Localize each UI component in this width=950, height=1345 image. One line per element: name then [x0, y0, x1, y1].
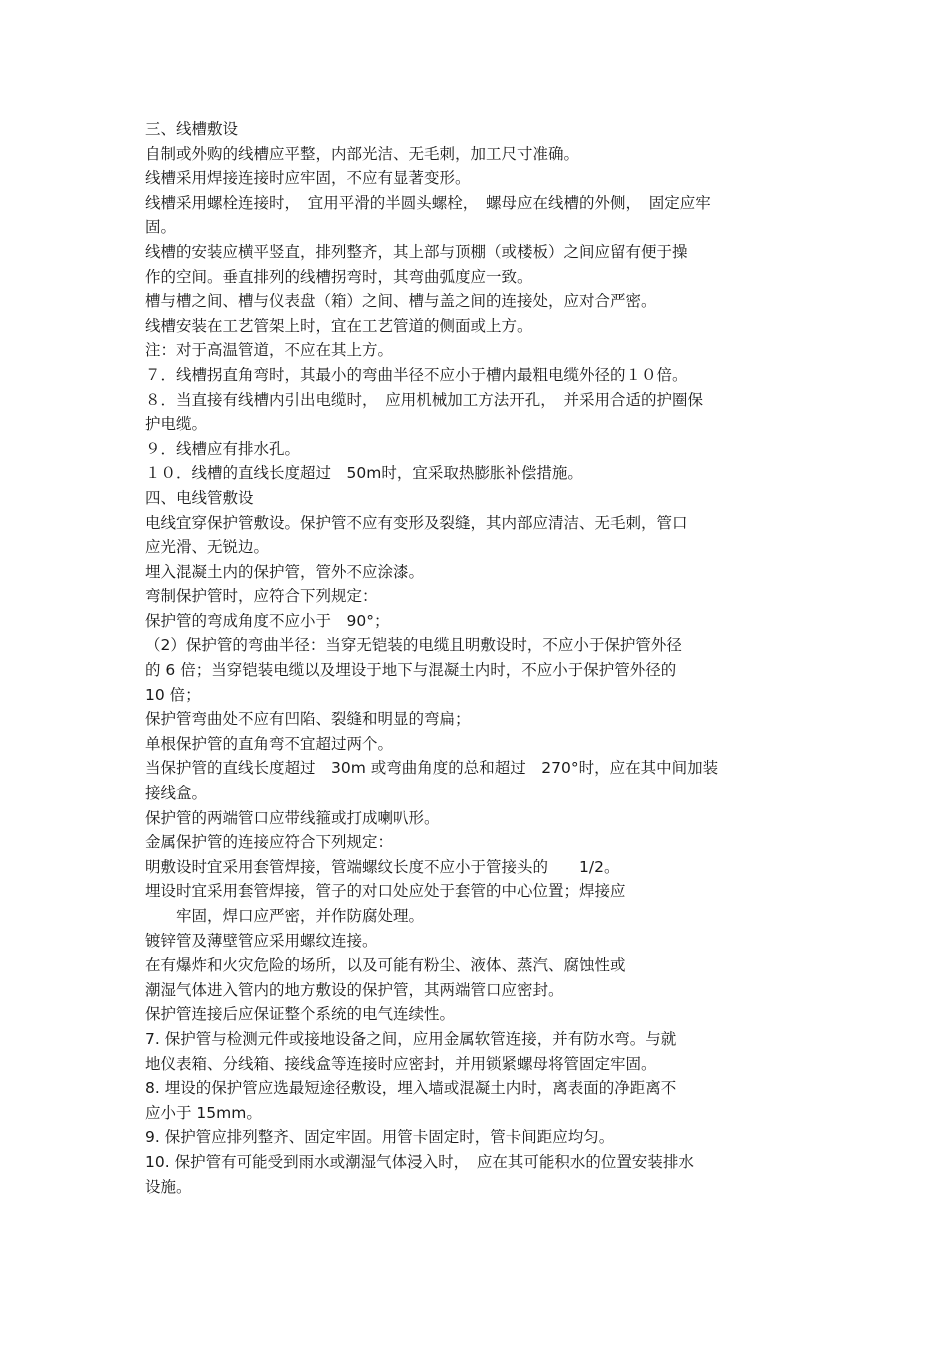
- text-line: 金属保护管的连接应符合下列规定：: [145, 833, 394, 852]
- text-line: 埋入混凝土内的保护管，管外不应涂漆。: [145, 562, 425, 581]
- text-line: 自制或外购的线槽应平整，内部光洁、无毛刺，加工尺寸准确。: [145, 144, 580, 163]
- text-line: 地仪表箱、分线箱、接线盒等连接时应密封，并用锁紧螺母将管固定牢固。: [145, 1054, 657, 1073]
- text-line: 线槽安装在工艺管架上时，宜在工艺管道的侧面或上方。: [145, 316, 533, 335]
- text-line: ７．线槽拐直角弯时，其最小的弯曲半径不应小于槽内最粗电缆外径的１０倍。: [145, 365, 688, 384]
- text-line: 固。: [145, 218, 177, 237]
- document-body: [145, 117, 810, 1199]
- text-line: 电线宜穿保护管敷设。保护管不应有变形及裂缝，其内部应清洁、无毛刺，管口: [145, 513, 688, 532]
- text-line: 当保护管的直线长度超过 30m 或弯曲角度的总和超过 270°时，应在其中间加装: [145, 759, 719, 778]
- text-line: 槽与槽之间、槽与仪表盘（箱）之间、槽与盖之间的连接处，应对合严密。: [145, 292, 657, 311]
- text-line: 保护管的两端管口应带线箍或打成喇叭形。: [145, 808, 440, 827]
- text-line: 牢固，焊口应严密，并作防腐处理。: [145, 907, 425, 925]
- text-line: 作的空间。垂直排列的线槽拐弯时，其弯曲弧度应一致。: [145, 267, 533, 286]
- text-line: 明敷设时宜采用套管焊接，管端螺纹长度不应小于管接头的 1/2。: [145, 857, 620, 876]
- text-line: 保护管的弯成角度不应小于 90°；: [145, 611, 390, 630]
- text-line: 保护管连接后应保证整个系统的电气连续性。: [145, 1005, 456, 1024]
- text-line: 埋设时宜采用套管焊接，管子的对口处应处于套管的中心位置；焊接应: [145, 882, 626, 901]
- text-line: 四、电线管敷设: [145, 488, 254, 507]
- text-line: 在有爆炸和火灾危险的场所，以及可能有粉尘、液体、蒸汽、腐蚀性或: [145, 956, 626, 975]
- text-line: 8. 埋设的保护管应选最短途径敷设，埋入墙或混凝土内时，离表面的净距离不: [145, 1079, 677, 1098]
- text-line: （2）保护管的弯曲半径：当穿无铠装的电缆且明敷设时，不应小于保护管外径: [145, 636, 682, 655]
- text-line: 设施。: [145, 1177, 192, 1196]
- text-line: 7. 保护管与检测元件或接地设备之间，应用金属软管连接，并有防水弯。与就: [145, 1029, 677, 1048]
- text-line: 三、线槽敷设: [145, 120, 239, 138]
- text-line: 的 6 倍；当穿铠装电缆以及埋设于地下与混凝土内时，不应小于保护管外径的: [145, 661, 677, 680]
- text-line: 应光滑、无锐边。: [145, 538, 270, 557]
- text-line: 注：对于高温管道，不应在其上方。: [145, 341, 394, 360]
- text-line: 护电缆。: [145, 415, 208, 434]
- text-line: 单根保护管的直角弯不宜超过两个。: [145, 734, 394, 753]
- text-line: １０．线槽的直线长度超过 50m时，宜采取热膨胀补偿措施。: [145, 464, 583, 483]
- text-line: 10 倍；: [145, 685, 201, 704]
- text-line: 应小于 15mm。: [145, 1103, 262, 1122]
- text-line: ９．线槽应有排水孔。: [145, 439, 301, 458]
- text-line: 线槽的安装应横平竖直，排列整齐，其上部与顶棚（或楼板）之间应留有便于操: [145, 242, 688, 261]
- text-line: 9. 保护管应排列整齐、固定牢固。用管卡固定时，管卡间距应均匀。: [145, 1128, 615, 1147]
- text-line: 线槽采用焊接连接时应牢固，不应有显著变形。: [145, 169, 471, 188]
- text-line: 保护管弯曲处不应有凹陷、裂缝和明显的弯扁；: [145, 710, 471, 729]
- text-line: 弯制保护管时，应符合下列规定：: [145, 587, 378, 606]
- text-line: 接线盒。: [145, 784, 208, 803]
- text-line: 镀锌管及薄壁管应采用螺纹连接。: [145, 931, 378, 950]
- text-line: 潮湿气体进入管内的地方敷设的保护管，其两端管口应密封。: [145, 980, 564, 999]
- text-line: 线槽采用螺栓连接时， 宜用平滑的半圆头螺栓， 螺母应在线槽的外侧， 固定应牢: [145, 193, 711, 212]
- text-line: 10. 保护管有可能受到雨水或潮湿气体浸入时， 应在其可能积水的位置安装排水: [145, 1152, 694, 1171]
- text-line: ８．当直接有线槽内引出电缆时， 应用机械加工方法开孔， 并采用合适的护圈保: [145, 390, 704, 409]
